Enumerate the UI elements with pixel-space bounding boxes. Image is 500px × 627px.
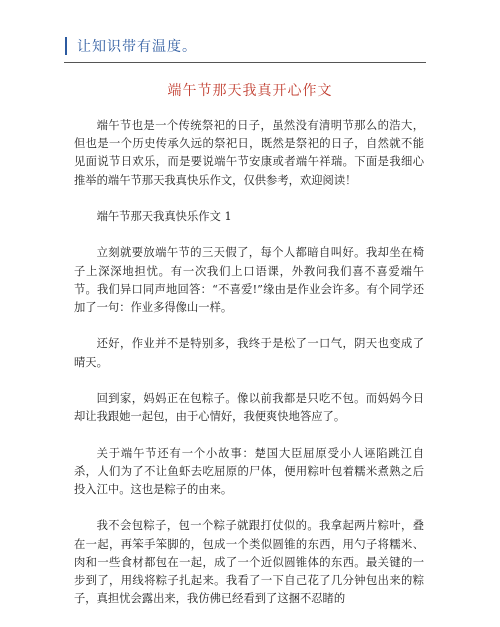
paragraph: 回到家，妈妈正在包粽子。像以前我都是只吃不包。而妈妈今日却让我跟她一起包，由于心情好，我便爽快地答应了。 <box>74 391 424 424</box>
paragraph: 立刻就要放端午节的三天假了，每个人都暗自叫好。我却坐在椅子上深深地担忧。有一次我们上口语课，外教问我们喜不喜爱端午节。我们异口同声地回答：“不喜爱!”缘由是作业会许多。有个同学还加了一句：作业多得像山一样。 <box>74 246 424 314</box>
header-slogan: 让知识带有温度。 <box>77 39 197 55</box>
paragraph: 关于端午节还有一个小故事：楚国大臣屈原受小人诬陷跳江自杀，人们为了不让鱼虾去吃屈原的尸体，便用粽叶包着糯米煮熟之后投入江中。这也是粽子的由来。 <box>74 446 424 496</box>
paragraph: 我不会包粽子，包一个粽子就跟打仗似的。我拿起两片粽叶，叠在一起，再笨手笨脚的，包成一个类似圆锥的东西，用勺子将糯米、肉和一些食材都包在一起，成了一个近似圆锥体的东西。最关键的一步到了，用线将粽子扎起来。我看了一下自己花了几分钟包出来的粽子，真担忧会露出来，我仿佛已经看到了这捆不忍睹的 <box>74 519 424 606</box>
section-heading: 端午节那天我真快乐作文 1 <box>96 210 232 223</box>
paragraph-intro: 端午节也是一个传统祭祀的日子，虽然没有清明节那么的浩大，但也是一个历史传承久远的祭祀日，既然是祭祀的日子，自然就不能见面说节日欢乐，而是要说端午节安康或者端午祥瑞。下面是我细心推举的端午节那天我真快乐作文，仅供参考，欢迎阅读！ <box>74 119 424 187</box>
paragraph: 还好，作业并不是特别多，我终于是松了一口气，阴天也变成了晴天。 <box>74 337 424 369</box>
header <box>65 36 197 56</box>
article-body <box>74 117 424 627</box>
header-accent-bar <box>65 37 67 55</box>
article-title: 端午节那天我真开心作文 <box>167 83 333 99</box>
header-divider <box>64 62 426 63</box>
